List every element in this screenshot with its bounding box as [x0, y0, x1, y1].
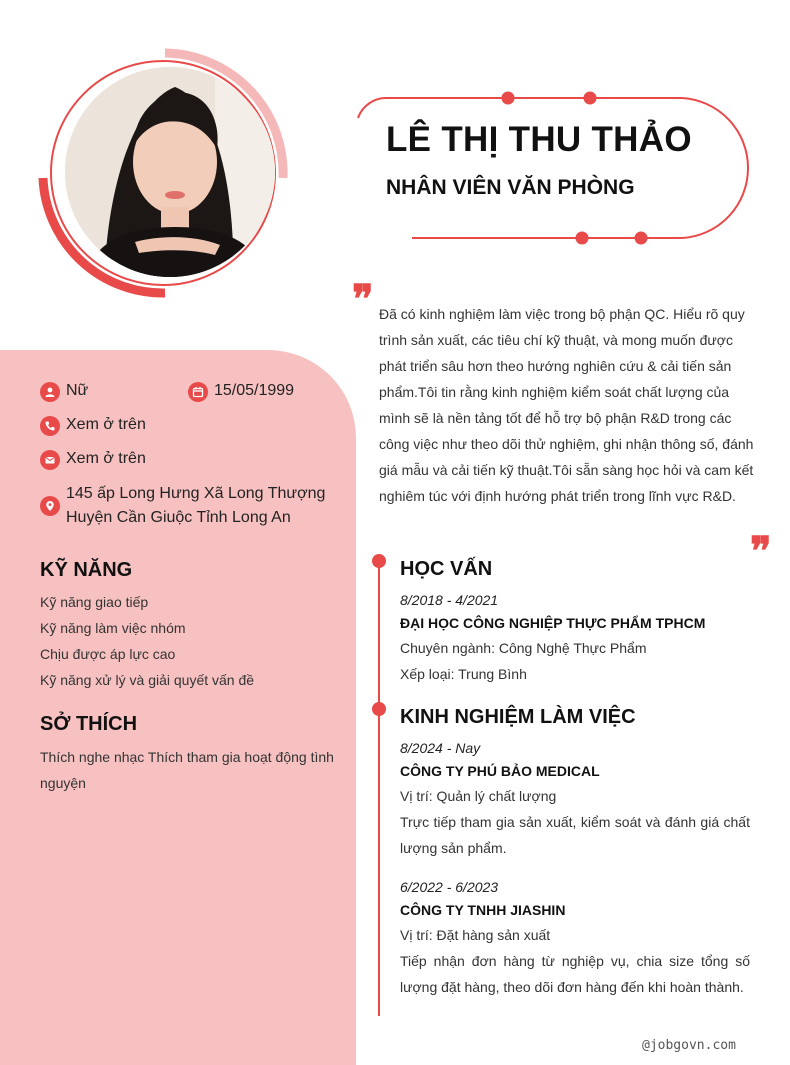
education-period: 8/2018 - 4/2021: [400, 592, 499, 608]
hobbies-heading: SỞ THÍCH: [40, 713, 138, 735]
quote-open-icon: ❞: [352, 276, 374, 323]
summary-text: Đã có kinh nghiệm làm việc trong bộ phận QC. Hiểu rõ quy trình sản xuất, các tiêu chí kỹ thuật, và mong muốn được phát triển sâu hơn theo hướng nghiên cứu & cải tiến sản phẩm.Tôi tin rằng kinh nghiệm kiểm soát chất lượng của mình sẽ là nền tảng tốt để hỗ trợ bộ phận R&D trong các công việc như theo dõi thử nghiệm, ghi nhận thông số, đánh giá mẫu và cải tiến kỹ thuật.Tôi sẵn sàng học hỏi và cam kết nghiêm túc với định hướng phát triển trong lĩnh vực R&D.: [379, 306, 754, 504]
contact-birthday: [188, 382, 294, 402]
address-line-1: 145 ấp Long Hưng Xã Long Thượng: [66, 485, 326, 502]
education-major: Chuyên ngành: Công Nghệ Thực Phẩm: [400, 640, 647, 656]
skill-item: Kỹ năng giao tiếp: [40, 594, 149, 610]
timeline-line: [378, 561, 380, 1016]
job-title: NHÂN VIÊN VĂN PHÒNG: [386, 176, 635, 199]
job-position: Vị trí: Đặt hàng sản xuất: [400, 927, 551, 943]
phone-icon: [40, 416, 60, 436]
job-company: CÔNG TY TNHH JIASHIN: [400, 902, 566, 918]
contact-gender: [40, 382, 88, 402]
candidate-name: LÊ THỊ THU THẢO: [386, 120, 692, 159]
experience-heading: KINH NGHIỆM LÀM VIỆC: [400, 706, 636, 728]
user-icon: [40, 382, 60, 402]
skill-item: Kỹ năng xử lý và giải quyết vấn đề: [40, 672, 255, 688]
address-line-2: Huyện Cần Giuộc Tỉnh Long An: [66, 509, 291, 526]
skill-item: Chịu được áp lực cao: [40, 646, 176, 662]
footer-watermark[interactable]: @jobgovn.com: [642, 1038, 736, 1053]
timeline-dot: [372, 702, 386, 716]
hobbies-text: Thích nghe nhạc Thích tham gia hoạt động tình nguyện: [40, 749, 334, 791]
job-description: Tiếp nhận đơn hàng từ nghiệp vụ, chia size tổng số lượng đặt hàng, theo dõi đơn hàng đến khi hoàn thành.: [400, 953, 750, 995]
email-icon: [40, 450, 60, 470]
timeline-dot: [372, 554, 386, 568]
avatar-photo-placeholder: [65, 67, 275, 277]
education-grade: Xếp loại: Trung Bình: [400, 666, 527, 682]
skill-item: Kỹ năng làm việc nhóm: [40, 620, 186, 636]
job-description: Trực tiếp tham gia sản xuất, kiểm soát và đánh giá chất lượng sản phẩm.: [400, 814, 750, 856]
education-school: ĐẠI HỌC CÔNG NGHIỆP THỰC PHẨM TPHCM: [400, 615, 706, 631]
job-position: Vị trí: Quản lý chất lượng: [400, 788, 557, 804]
job-period: 8/2024 - Nay: [400, 740, 481, 756]
education-heading: HỌC VẤN: [400, 558, 493, 580]
job-period: 6/2022 - 6/2023: [400, 879, 499, 895]
contact-email: [40, 450, 146, 470]
name-frame-decoration: [352, 88, 752, 248]
birthday-value: 15/05/1999: [214, 382, 295, 399]
skills-heading: KỸ NĂNG: [40, 559, 133, 581]
phone-value[interactable]: Xem ở trên: [66, 416, 146, 433]
contact-phone: [40, 416, 146, 436]
email-value[interactable]: Xem ở trên: [66, 450, 146, 467]
gender-value: Nữ: [66, 382, 89, 399]
quote-close-icon: ❞: [750, 528, 772, 575]
calendar-icon: [188, 382, 208, 402]
job-company: CÔNG TY PHÚ BẢO MEDICAL: [400, 763, 600, 779]
contact-address: [40, 482, 325, 530]
location-pin-icon: [40, 496, 60, 516]
avatar: [65, 67, 275, 277]
